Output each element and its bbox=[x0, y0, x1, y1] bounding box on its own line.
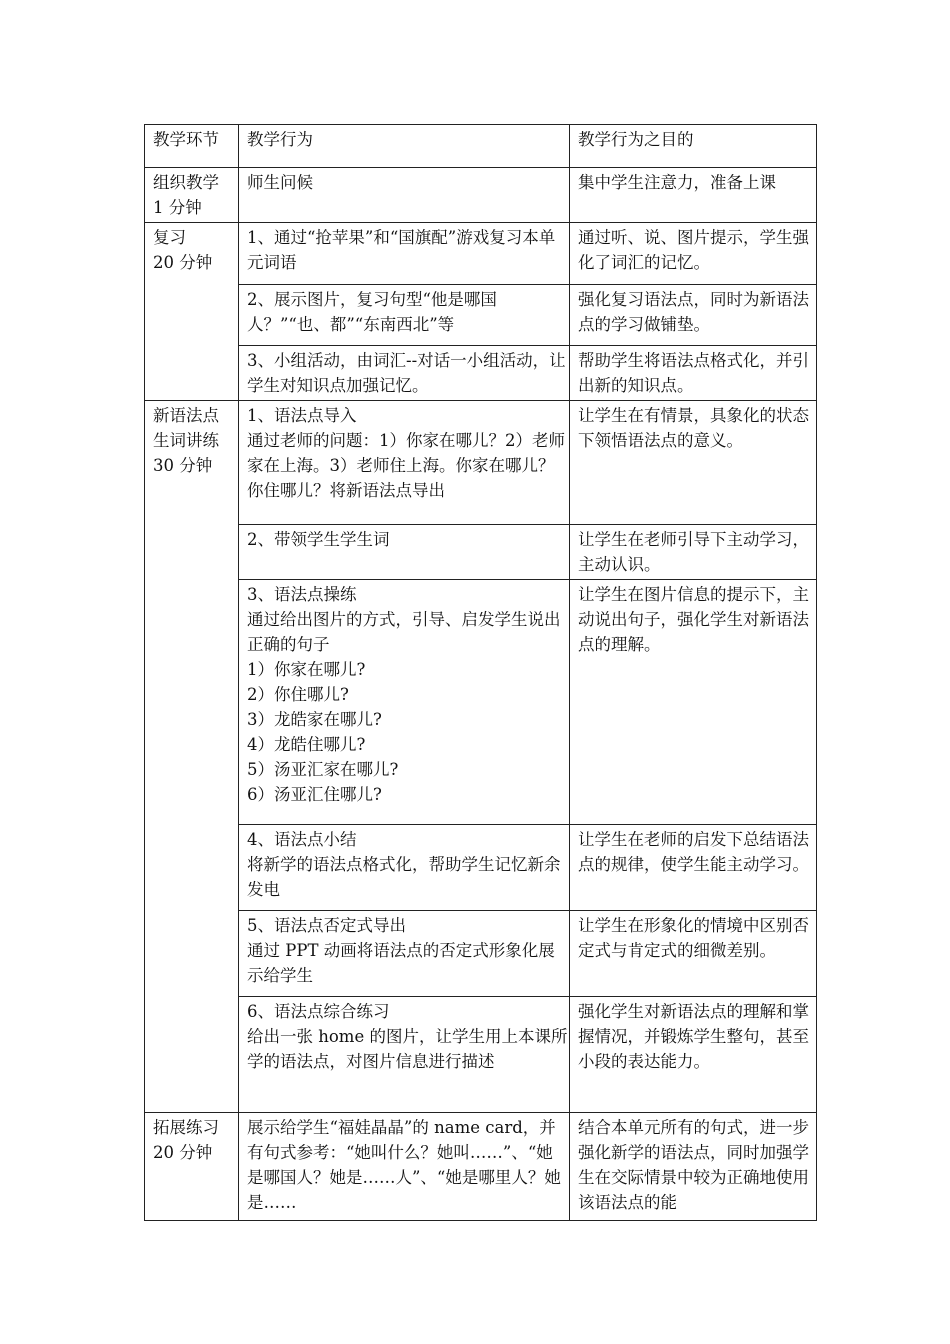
action-cell: 1、语法点导入 通过老师的问题：1）你家在哪儿？2）老师家在上海。3）老师住上海。你家在哪儿？你住哪儿？将新语法点导出 bbox=[239, 401, 570, 525]
purpose-cell: 强化学生对新语法点的理解和掌握情况，并锻炼学生整句，甚至小段的表达能力。 bbox=[570, 997, 817, 1113]
action-cell: 2、展示图片，复习句型“他是哪国人？”“也、都”“东南西北”等 bbox=[239, 285, 570, 346]
purpose-cell: 让学生在老师的启发下总结语法点的规律，使学生能主动学习。 bbox=[570, 825, 817, 911]
table-row bbox=[145, 1113, 817, 1221]
lesson-plan-table bbox=[144, 124, 817, 1221]
purpose-cell: 让学生在有情景，具象化的状态下领悟语法点的意义。 bbox=[570, 401, 817, 525]
action-cell: 1、通过“抢苹果”和“国旗配”游戏复习本单元词语 bbox=[239, 223, 570, 285]
action-cell: 4、语法点小结 将新学的语法点格式化，帮助学生记忆新余发电 bbox=[239, 825, 570, 911]
action-cell: 6、语法点综合练习 给出一张 home 的图片，让学生用上本课所学的语法点，对图片信息进行描述 bbox=[239, 997, 570, 1113]
stage-cell: 复习 20 分钟 bbox=[145, 223, 239, 401]
purpose-cell: 通过听、说、图片提示，学生强化了词汇的记忆。 bbox=[570, 223, 817, 285]
purpose-cell: 集中学生注意力，准备上课 bbox=[570, 168, 817, 223]
table-row bbox=[145, 580, 817, 825]
action-cell: 2、带领学生学生词 bbox=[239, 525, 570, 580]
action-cell: 师生问候 bbox=[239, 168, 570, 223]
header-purpose: 教学行为之目的 bbox=[570, 125, 817, 168]
action-cell: 3、语法点操练 通过给出图片的方式，引导、启发学生说出正确的句子 1）你家在哪儿? 2）你住哪儿? 3）龙皓家在哪儿? 4）龙皓住哪儿? 5）汤亚汇家在哪儿? 6）汤亚汇住哪儿? bbox=[239, 580, 570, 825]
purpose-cell: 结合本单元所有的句式，进一步强化新学的语法点，同时加强学生在交际情景中较为正确地使用该语法点的能 bbox=[570, 1113, 817, 1221]
header-action: 教学行为 bbox=[239, 125, 570, 168]
stage-cell: 拓展练习 20 分钟 bbox=[145, 1113, 239, 1221]
table-row bbox=[145, 168, 817, 223]
table-header-row bbox=[145, 125, 817, 168]
action-cell: 3、小组活动，由词汇--对话一小组活动，让学生对知识点加强记忆。 bbox=[239, 346, 570, 401]
table-row bbox=[145, 911, 817, 997]
header-stage: 教学环节 bbox=[145, 125, 239, 168]
action-cell: 展示给学生“福娃晶晶”的 name card，并有句式参考：“她叫什么？她叫……”、“她是哪国人？她是……人”、“她是哪里人？她是…… bbox=[239, 1113, 570, 1221]
purpose-cell: 帮助学生将语法点格式化，并引出新的知识点。 bbox=[570, 346, 817, 401]
purpose-cell: 让学生在形象化的情境中区别否定式与肯定式的细微差别。 bbox=[570, 911, 817, 997]
action-cell: 5、语法点否定式导出 通过 PPT 动画将语法点的否定式形象化展示给学生 bbox=[239, 911, 570, 997]
table-row bbox=[145, 401, 817, 525]
table-row bbox=[145, 997, 817, 1113]
purpose-cell: 让学生在图片信息的提示下，主动说出句子，强化学生对新语法点的理解。 bbox=[570, 580, 817, 825]
stage-cell: 组织教学 1 分钟 bbox=[145, 168, 239, 223]
purpose-cell: 让学生在老师引导下主动学习，主动认识。 bbox=[570, 525, 817, 580]
table-row bbox=[145, 223, 817, 285]
table-row bbox=[145, 346, 817, 401]
table-row bbox=[145, 825, 817, 911]
purpose-cell: 强化复习语法点，同时为新语法点的学习做铺垫。 bbox=[570, 285, 817, 346]
stage-cell: 新语法点 生词讲练 30 分钟 bbox=[145, 401, 239, 1113]
table-row bbox=[145, 285, 817, 346]
table-row bbox=[145, 525, 817, 580]
